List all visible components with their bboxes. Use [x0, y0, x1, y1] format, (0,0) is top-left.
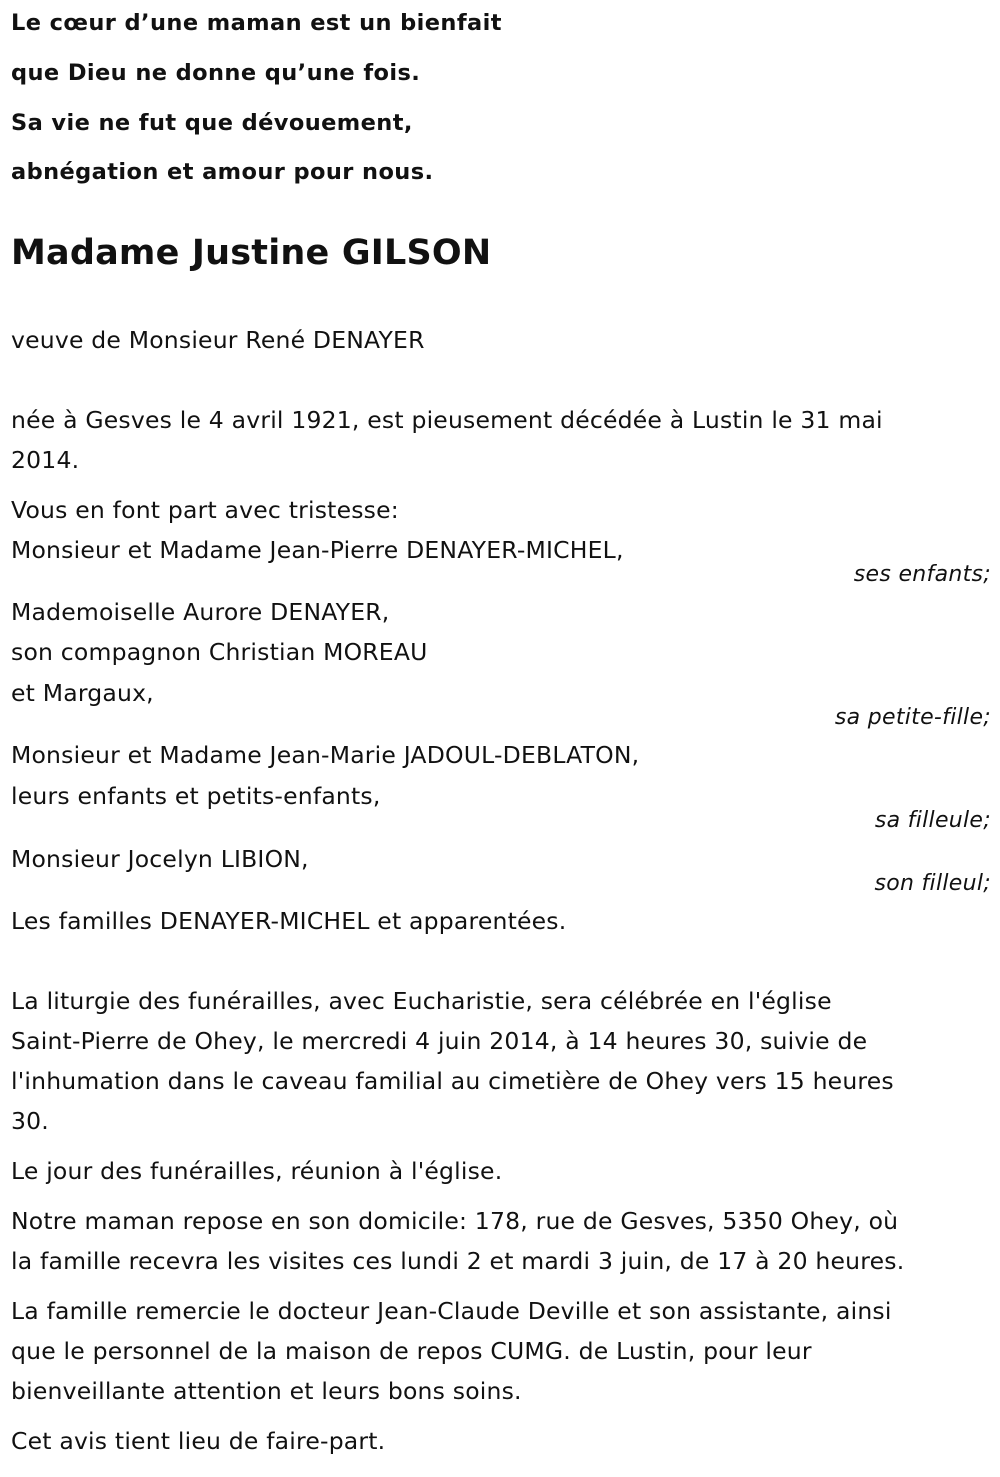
widow-of: veuve de Monsieur René DENAYER	[11, 326, 425, 354]
deceased-name: Madame Justine GILSON	[11, 233, 492, 273]
meeting-line: Le jour des funérailles, réunion à l'église.	[11, 1157, 503, 1185]
family-group1-relation: ses enfants;	[853, 562, 991, 587]
family-intro: Vous en font part avec tristesse:	[11, 496, 399, 524]
family-group4-relation: son filleul;	[874, 871, 991, 896]
closing-line: Cet avis tient lieu de faire-part.	[11, 1427, 386, 1455]
rest-line-1: Notre maman repose en son domicile: 178, rue de Gesves, 5350 Ohey, où	[11, 1207, 899, 1235]
poem-line-2: que Dieu ne donne qu’une fois.	[11, 60, 421, 86]
family-group3-relation: sa filleule;	[874, 808, 991, 833]
rest-line-2: la famille recevra les visites ces lundi 2 et mardi 3 juin, de 17 à 20 heures.	[11, 1247, 905, 1275]
poem-line-1: Le cœur d’une maman est un bienfait	[11, 10, 502, 36]
family-group2-line1: Mademoiselle Aurore DENAYER,	[11, 598, 390, 626]
thanks-line-2: que le personnel de la maison de repos CUMG. de Lustin, pour leur	[11, 1337, 812, 1365]
birth-death-line-2: 2014.	[11, 446, 80, 474]
funeral-line-1: La liturgie des funérailles, avec Eucharistie, sera célébrée en l'église	[11, 987, 832, 1015]
birth-death-line-1: née à Gesves le 4 avril 1921, est pieusement décédée à Lustin le 31 mai	[11, 406, 883, 434]
family-group1-line1: Monsieur et Madame Jean-Pierre DENAYER-MICHEL,	[11, 536, 624, 564]
funeral-line-2: Saint-Pierre de Ohey, le mercredi 4 juin 2014, à 14 heures 30, suivie de	[11, 1027, 868, 1055]
poem-line-3: Sa vie ne fut que dévouement,	[11, 110, 413, 136]
family-group3-line2: leurs enfants et petits-enfants,	[11, 782, 381, 810]
funeral-line-4: 30.	[11, 1107, 49, 1135]
funeral-line-3: l'inhumation dans le caveau familial au cimetière de Ohey vers 15 heures	[11, 1067, 894, 1095]
family-group2-relation: sa petite-fille;	[834, 705, 991, 730]
thanks-line-3: bienveillante attention et leurs bons soins.	[11, 1377, 522, 1405]
family-group2-line3: et Margaux,	[11, 679, 154, 707]
family-group4-line1: Monsieur Jocelyn LIBION,	[11, 845, 309, 873]
family-group3-line1: Monsieur et Madame Jean-Marie JADOUL-DEBLATON,	[11, 741, 640, 769]
thanks-line-1: La famille remercie le docteur Jean-Claude Deville et son assistante, ainsi	[11, 1297, 892, 1325]
families-line: Les familles DENAYER-MICHEL et apparentées.	[11, 907, 567, 935]
poem-line-4: abnégation et amour pour nous.	[11, 159, 434, 185]
family-group2-line2: son compagnon Christian MOREAU	[11, 638, 428, 666]
